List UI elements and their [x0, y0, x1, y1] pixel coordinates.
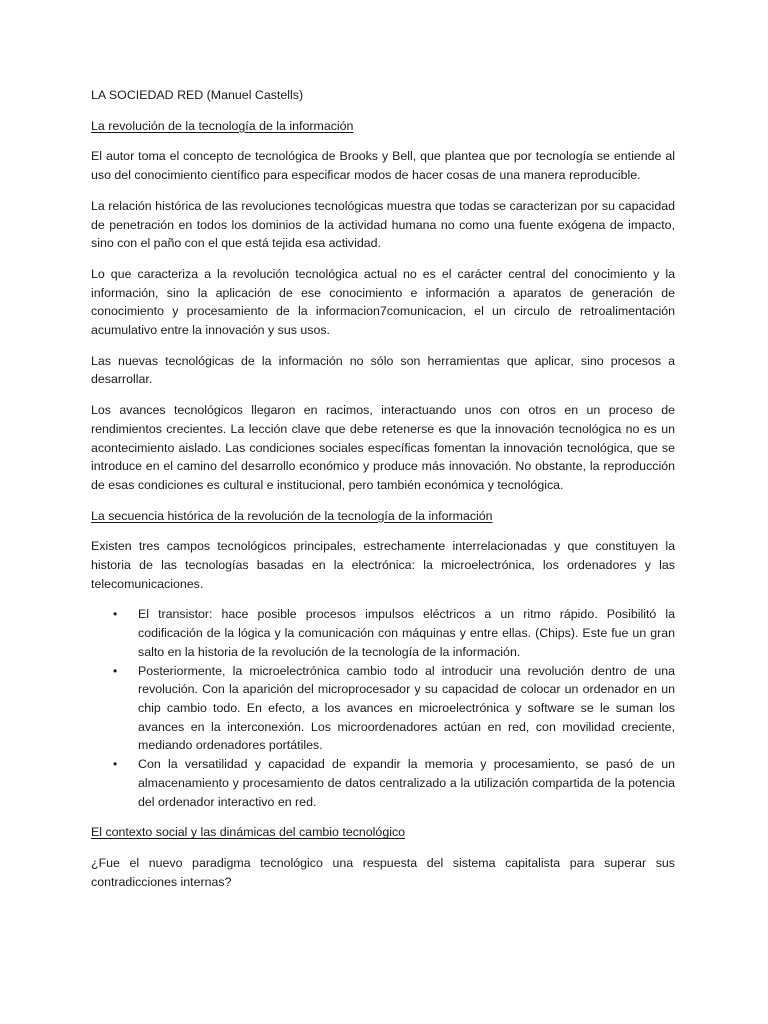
list-item [91, 755, 675, 811]
paragraph-4: Las nuevas tecnológicas de la información no sólo son herramientas que aplicar, sino procesos a desarrollar. [91, 353, 675, 387]
bullet-list [91, 605, 675, 811]
list-item-text: El transistor: hace posible procesos impulsos eléctricos a un ritmo rápido. Posibilitó la codificación de la lógica y la comunicación con máquinas y entre ellas. (Chips). Este fue un gran salto en la historia de la revolución de la tecnología de la información. [138, 607, 675, 659]
bullet-icon: • [113, 663, 118, 678]
document-page [91, 86, 675, 903]
document-title: LA SOCIEDAD RED (Manuel Castells) [91, 88, 304, 102]
paragraph-2: La relación histórica de las revoluciones tecnológicas muestra que todas se caracterizan por su capacidad de penetración en todos los dominios de la actividad humana no como una fuente exógena de impacto, sino con el paño con el que está tejida esa actividad. [91, 198, 675, 251]
list-item-text: Posteriormente, la microelectrónica cambio todo al introducir una revolución dentro de una revolución. Con la aparición del microprocesador y su capacidad de colocar un ordenador en un chip cambio todo. En efecto, a los avances en microelectrónica y software se le suman los avances en la interconexión. Los microordenadores actúan en red, con movilidad creciente, mediando ordenadores portátiles. [138, 663, 675, 753]
list-item [91, 605, 675, 661]
list-item-text: Con la versatilidad y capacidad de expandir la memoria y procesamiento, se pasó de un almacenamiento y procesamiento de datos centralizado a la utilización compartida de la potencia del ordenador interactivo en red. [138, 757, 675, 809]
paragraph-1: El autor toma el concepto de tecnológica de Brooks y Bell, que plantea que por tecnología se entiende al uso del conocimiento científico para especificar modos de hacer cosas de una manera reproducible. [91, 149, 675, 183]
bullet-icon: • [113, 757, 118, 772]
list-item [91, 662, 675, 756]
section-heading-sequence: La secuencia histórica de la revolución de la tecnología de la información [91, 508, 493, 523]
section-heading-revolution: La revolución de la tecnología de la información [91, 118, 354, 133]
section-heading-social-context: El contexto social y las dinámicas del cambio tecnológico [91, 825, 406, 840]
paragraph-6: Existen tres campos tecnológicos principales, estrechamente interrelacionadas y que constituyen la historia de las tecnologías basadas en la electrónica: la microelectrónica, los ordenadores y las telecomunicaciones. [91, 539, 675, 591]
paragraph-3: Lo que caracteriza a la revolución tecnológica actual no es el carácter central del conocimiento y la información, sino la aplicación de ese conocimiento e información a aparatos de generación de conocimiento y procesamiento de la informacion7comunicacion, el un circulo de retroalimentación acumulativo entre la innovación y sus usos. [91, 266, 675, 338]
paragraph-5: Los avances tecnológicos llegaron en racimos, interactuando unos con otros en un proceso de rendimientos crecientes. La lección clave que debe retenerse es que la innovación tecnológica no es un acontecimiento aislado. Las condiciones sociales específicas fomentan la innovación tecnológica, que se introduce en el camino del desarrollo económico y produce más innovación. No obstante, la reproducción de esas condiciones es cultural e institucional, pero también económica y tecnológica. [91, 403, 675, 492]
bullet-icon: • [113, 607, 118, 622]
paragraph-7: ¿Fue el nuevo paradigma tecnológico una respuesta del sistema capitalista para superar sus contradicciones internas? [91, 855, 675, 889]
